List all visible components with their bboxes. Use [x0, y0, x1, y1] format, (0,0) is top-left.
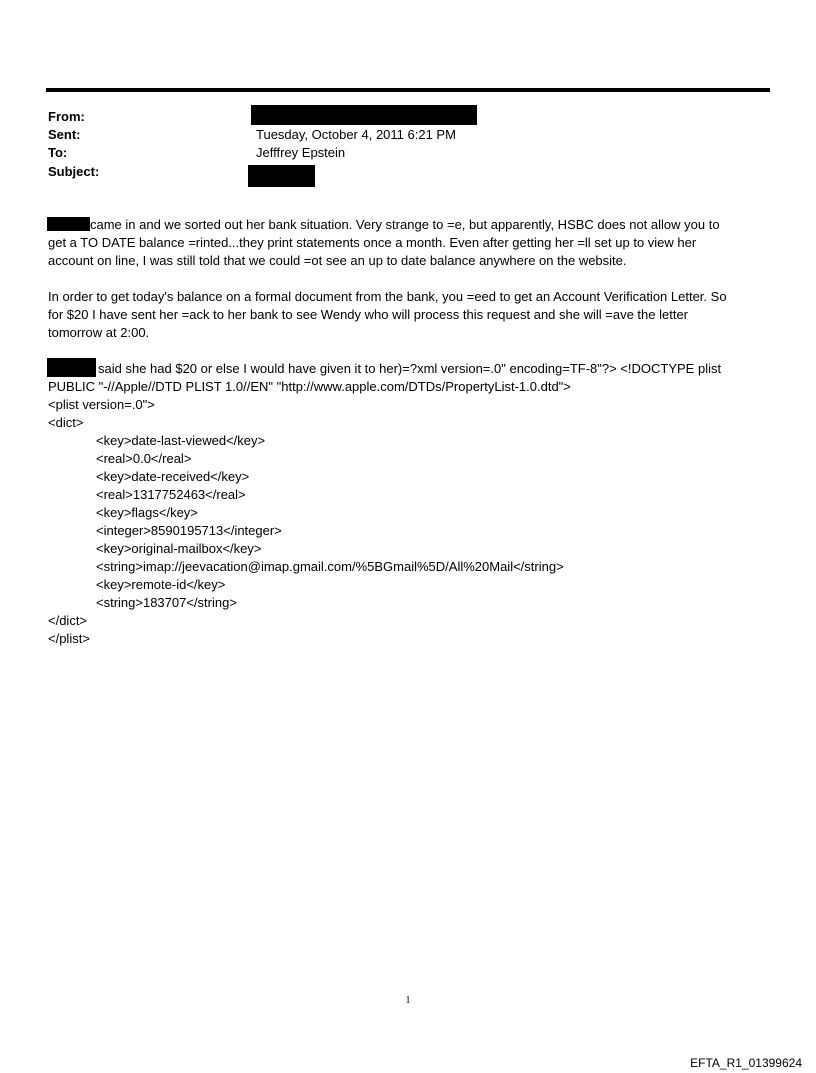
plist-entry: <real>1317752463</real>: [96, 487, 246, 502]
plist-entry: <string>183707</string>: [96, 595, 237, 610]
sent-value: Tuesday, October 4, 2011 6:21 PM: [256, 127, 456, 142]
plist-entry: <integer>8590195713</integer>: [96, 523, 282, 538]
plist-entry: <key>original-mailbox</key>: [96, 541, 262, 556]
body-line: get a TO DATE balance =rinted...they print statements once a month. Even after getting her =ll set up to view her: [48, 235, 697, 250]
body-line: PUBLIC "-//Apple//DTD PLIST 1.0//EN" "http://www.apple.com/DTDs/PropertyList-1.0.dtd">: [48, 379, 571, 394]
from-label: From:: [48, 109, 85, 124]
body-line: came in and we sorted out her bank situation. Very strange to =e, but apparently, HSBC does not allow you to: [90, 217, 720, 232]
body-line: for $20 I have sent her =ack to her bank to see Wendy who will process this request and she will =ave the letter: [48, 307, 689, 322]
sent-label: Sent:: [48, 127, 81, 142]
subject-label: Subject:: [48, 164, 100, 179]
page-number: 1: [405, 995, 411, 1006]
body-line: tomorrow at 2:00.: [48, 325, 150, 340]
plist-entry: <key>date-received</key>: [96, 469, 250, 484]
dict-close: </dict>: [48, 613, 88, 628]
body-paragraph-3: [48, 360, 768, 648]
subject-redaction: [248, 165, 315, 187]
plist-open: <plist version=.0">: [48, 397, 155, 412]
body-line: In order to get today's balance on a formal document from the bank, you =eed to get an Account Verification Letter. So: [48, 289, 727, 304]
dict-open: <dict>: [48, 415, 84, 430]
plist-close: </plist>: [48, 631, 90, 646]
plist-entry: <string>imap://jeevacation@imap.gmail.com/%5BGmail%5D/All%20Mail</string>: [96, 559, 564, 574]
body-paragraph-2: [48, 288, 768, 342]
document-id: EFTA_R1_01399624: [690, 1056, 802, 1070]
header-rule: [46, 88, 770, 92]
plist-entry: <real>0.0</real>: [96, 451, 192, 466]
plist-entry: <key>remote-id</key>: [96, 577, 226, 592]
plist-entry: <key>flags</key>: [96, 505, 198, 520]
body-paragraph-1: [48, 216, 768, 270]
body-line: said she had $20 or else I would have given it to her)=?xml version=.0" encoding=TF-8"?> <!DOCTYPE plist: [98, 361, 722, 376]
to-label: To:: [48, 145, 68, 160]
plist-entry: <key>date-last-viewed</key>: [96, 433, 266, 448]
to-value: Jefffrey Epstein: [256, 145, 346, 160]
body-line: account on line, I was still told that we could =ot see an up to date balance anywhere on the website.: [48, 253, 627, 268]
from-redaction: [251, 105, 477, 125]
